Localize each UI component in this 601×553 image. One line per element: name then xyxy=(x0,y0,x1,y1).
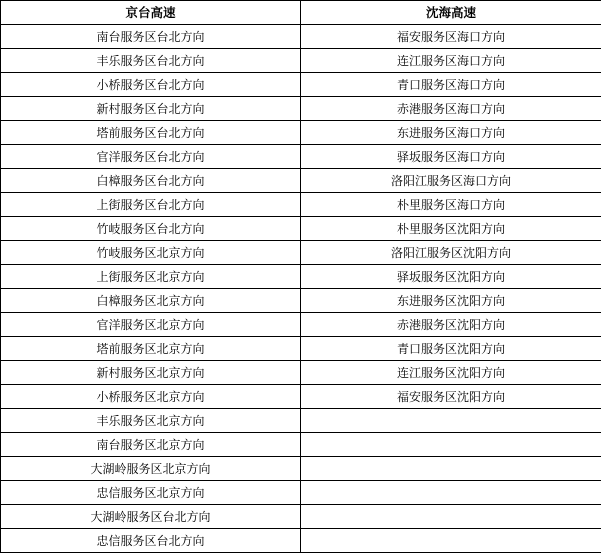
shenhai-service-area-cell: 福安服务区海口方向 xyxy=(301,25,601,49)
table-row xyxy=(1,313,601,337)
jingtai-service-area-cell: 丰乐服务区北京方向 xyxy=(1,409,301,433)
jingtai-service-area-cell: 上街服务区台北方向 xyxy=(1,193,301,217)
jingtai-service-area-cell: 大湖岭服务区北京方向 xyxy=(1,457,301,481)
jingtai-service-area-cell: 塔前服务区北京方向 xyxy=(1,337,301,361)
table-row xyxy=(1,241,601,265)
table-row xyxy=(1,73,601,97)
header-jingtai-expressway: 京台高速 xyxy=(1,1,301,25)
shenhai-service-area-cell: 东进服务区沈阳方向 xyxy=(301,289,601,313)
jingtai-service-area-cell: 南台服务区北京方向 xyxy=(1,433,301,457)
table-row xyxy=(1,529,601,553)
shenhai-service-area-cell: 连江服务区海口方向 xyxy=(301,49,601,73)
table-row xyxy=(1,385,601,409)
shenhai-service-area-cell: 东进服务区海口方向 xyxy=(301,121,601,145)
table-header-row xyxy=(1,1,601,25)
table-row xyxy=(1,481,601,505)
jingtai-service-area-cell: 新村服务区台北方向 xyxy=(1,97,301,121)
shenhai-service-area-cell xyxy=(301,481,601,505)
table-row xyxy=(1,433,601,457)
jingtai-service-area-cell: 竹岐服务区北京方向 xyxy=(1,241,301,265)
table-row xyxy=(1,145,601,169)
shenhai-service-area-cell: 洛阳江服务区海口方向 xyxy=(301,169,601,193)
shenhai-service-area-cell: 朴里服务区沈阳方向 xyxy=(301,217,601,241)
jingtai-service-area-cell: 官洋服务区北京方向 xyxy=(1,313,301,337)
shenhai-service-area-cell xyxy=(301,433,601,457)
shenhai-service-area-cell xyxy=(301,409,601,433)
shenhai-service-area-cell: 青口服务区沈阳方向 xyxy=(301,337,601,361)
table-row xyxy=(1,121,601,145)
jingtai-service-area-cell: 竹岐服务区台北方向 xyxy=(1,217,301,241)
table-row xyxy=(1,265,601,289)
jingtai-service-area-cell: 小桥服务区北京方向 xyxy=(1,385,301,409)
shenhai-service-area-cell: 青口服务区海口方向 xyxy=(301,73,601,97)
table-row xyxy=(1,505,601,529)
jingtai-service-area-cell: 丰乐服务区台北方向 xyxy=(1,49,301,73)
table-row xyxy=(1,409,601,433)
shenhai-service-area-cell: 赤港服务区沈阳方向 xyxy=(301,313,601,337)
jingtai-service-area-cell: 南台服务区台北方向 xyxy=(1,25,301,49)
jingtai-service-area-cell: 新村服务区北京方向 xyxy=(1,361,301,385)
table-row xyxy=(1,97,601,121)
shenhai-service-area-cell: 赤港服务区海口方向 xyxy=(301,97,601,121)
shenhai-service-area-cell xyxy=(301,505,601,529)
table-row xyxy=(1,193,601,217)
table-row xyxy=(1,289,601,313)
table-row xyxy=(1,25,601,49)
jingtai-service-area-cell: 忠信服务区北京方向 xyxy=(1,481,301,505)
shenhai-service-area-cell: 洛阳江服务区沈阳方向 xyxy=(301,241,601,265)
jingtai-service-area-cell: 白樟服务区台北方向 xyxy=(1,169,301,193)
shenhai-service-area-cell: 驿坂服务区沈阳方向 xyxy=(301,265,601,289)
shenhai-service-area-cell xyxy=(301,457,601,481)
shenhai-service-area-cell: 连江服务区沈阳方向 xyxy=(301,361,601,385)
jingtai-service-area-cell: 塔前服务区台北方向 xyxy=(1,121,301,145)
jingtai-service-area-cell: 小桥服务区台北方向 xyxy=(1,73,301,97)
table-row xyxy=(1,337,601,361)
header-shenhai-expressway: 沈海高速 xyxy=(301,1,601,25)
jingtai-service-area-cell: 忠信服务区台北方向 xyxy=(1,529,301,553)
jingtai-service-area-cell: 上街服务区北京方向 xyxy=(1,265,301,289)
shenhai-service-area-cell: 福安服务区沈阳方向 xyxy=(301,385,601,409)
jingtai-service-area-cell: 白樟服务区北京方向 xyxy=(1,289,301,313)
table-row xyxy=(1,169,601,193)
shenhai-service-area-cell: 朴里服务区海口方向 xyxy=(301,193,601,217)
jingtai-service-area-cell: 大湖岭服务区台北方向 xyxy=(1,505,301,529)
table-row xyxy=(1,217,601,241)
table-body xyxy=(1,25,601,553)
table-row xyxy=(1,457,601,481)
shenhai-service-area-cell xyxy=(301,529,601,553)
table-row xyxy=(1,361,601,385)
jingtai-service-area-cell: 官洋服务区台北方向 xyxy=(1,145,301,169)
table-row xyxy=(1,49,601,73)
shenhai-service-area-cell: 驿坂服务区海口方向 xyxy=(301,145,601,169)
